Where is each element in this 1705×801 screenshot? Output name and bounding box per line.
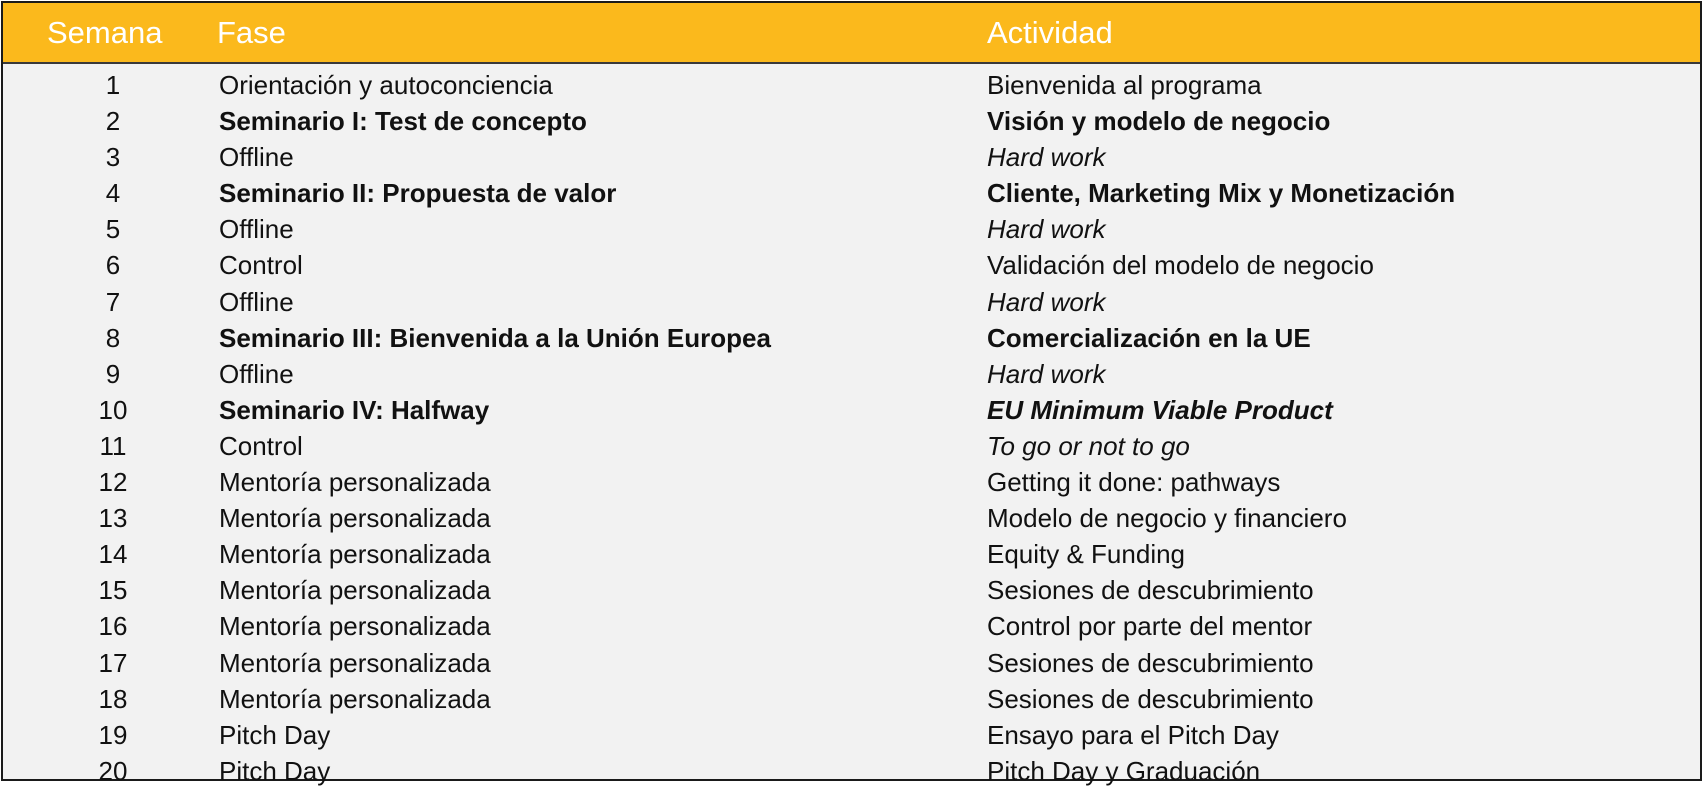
week-number: 12 xyxy=(98,467,128,498)
week-number: 3 xyxy=(105,142,121,173)
actividad-cell: Getting it done: pathways xyxy=(987,467,1281,498)
actividad-cell: Bienvenida al programa xyxy=(987,70,1262,100)
fase-cell: Offline xyxy=(219,286,294,317)
week-number: 18 xyxy=(98,683,128,714)
week-number: 14 xyxy=(98,539,128,570)
week-number: 4 xyxy=(105,178,121,209)
actividad-cell: Sesiones de descubrimiento xyxy=(987,647,1314,678)
table-row xyxy=(3,572,1700,608)
week-number: 5 xyxy=(105,214,121,245)
actividad-cell: Hard work xyxy=(987,214,1106,245)
fase-cell: Offline xyxy=(219,214,294,245)
fase-cell: Seminario III: Bienvenida a la Unión Europea xyxy=(219,322,771,353)
week-number: 10 xyxy=(98,394,128,425)
table-row xyxy=(3,717,1700,753)
actividad-cell: Validación del modelo de negocio xyxy=(987,250,1374,281)
table-row xyxy=(3,67,1700,103)
week-number: 11 xyxy=(99,430,127,461)
table-row xyxy=(3,284,1700,320)
week-number: 13 xyxy=(98,503,128,534)
fase-cell: Control xyxy=(219,250,303,281)
week-number: 20 xyxy=(98,755,128,786)
fase-cell: Offline xyxy=(219,142,294,173)
actividad-cell: Pitch Day y Graduación xyxy=(987,755,1261,786)
actividad-cell: EU Minimum Viable Product xyxy=(987,394,1333,425)
week-number: 1 xyxy=(105,70,121,100)
actividad-cell: Modelo de negocio y financiero xyxy=(987,503,1347,534)
week-number: 17 xyxy=(98,647,128,678)
table-row xyxy=(3,428,1700,464)
actividad-cell: Ensayo para el Pitch Day xyxy=(987,719,1279,750)
week-number: 7 xyxy=(105,286,121,317)
header-fase: Fase xyxy=(217,15,286,50)
table-row xyxy=(3,103,1700,139)
table-row xyxy=(3,392,1700,428)
fase-cell: Orientación y autoconciencia xyxy=(219,70,553,100)
fase-cell: Seminario IV: Halfway xyxy=(219,394,490,425)
table-row xyxy=(3,211,1700,247)
fase-cell: Mentoría personalizada xyxy=(219,611,491,642)
actividad-cell: Sesiones de descubrimiento xyxy=(987,575,1314,606)
actividad-cell: Visión y modelo de negocio xyxy=(987,106,1331,137)
fase-cell: Mentoría personalizada xyxy=(219,647,491,678)
fase-cell: Offline xyxy=(219,358,294,389)
table-row xyxy=(3,645,1700,681)
table-header xyxy=(3,3,1700,64)
week-number: 19 xyxy=(98,719,128,750)
table-row xyxy=(3,464,1700,500)
fase-cell: Mentoría personalizada xyxy=(219,467,491,498)
week-number: 15 xyxy=(98,575,128,606)
header-semana: Semana xyxy=(47,15,163,50)
actividad-cell: Control por parte del mentor xyxy=(987,611,1313,642)
week-number: 8 xyxy=(105,322,121,353)
fase-cell: Mentoría personalizada xyxy=(219,503,491,534)
table-row xyxy=(3,356,1700,392)
fase-cell: Pitch Day xyxy=(219,755,331,786)
table-row xyxy=(3,320,1700,356)
table-row xyxy=(3,247,1700,283)
week-number: 6 xyxy=(105,250,121,281)
fase-cell: Mentoría personalizada xyxy=(219,575,491,606)
table-row xyxy=(3,139,1700,175)
table-row xyxy=(3,608,1700,644)
actividad-cell: Sesiones de descubrimiento xyxy=(987,683,1314,714)
table-row xyxy=(3,681,1700,717)
schedule-table xyxy=(1,1,1702,786)
actividad-cell: Hard work xyxy=(987,142,1106,173)
fase-cell: Mentoría personalizada xyxy=(219,683,491,714)
fase-cell: Seminario I: Test de concepto xyxy=(219,106,587,137)
week-number: 9 xyxy=(105,358,121,389)
fase-cell: Mentoría personalizada xyxy=(219,539,491,570)
table-row xyxy=(3,500,1700,536)
actividad-cell: Hard work xyxy=(987,358,1106,389)
actividad-cell: To go or not to go xyxy=(987,430,1190,461)
fase-cell: Pitch Day xyxy=(219,719,331,750)
header-actividad: Actividad xyxy=(987,15,1113,50)
fase-cell: Control xyxy=(219,430,303,461)
week-number: 16 xyxy=(98,611,128,642)
table-row xyxy=(3,536,1700,572)
week-number: 2 xyxy=(105,106,121,137)
table-body xyxy=(3,67,1700,789)
table-row xyxy=(3,753,1700,789)
actividad-cell: Equity & Funding xyxy=(987,539,1186,570)
actividad-cell: Hard work xyxy=(987,286,1106,317)
actividad-cell: Cliente, Marketing Mix y Monetización xyxy=(987,178,1456,209)
table-row xyxy=(3,175,1700,211)
actividad-cell: Comercialización en la UE xyxy=(987,322,1311,353)
fase-cell: Seminario II: Propuesta de valor xyxy=(219,178,617,209)
